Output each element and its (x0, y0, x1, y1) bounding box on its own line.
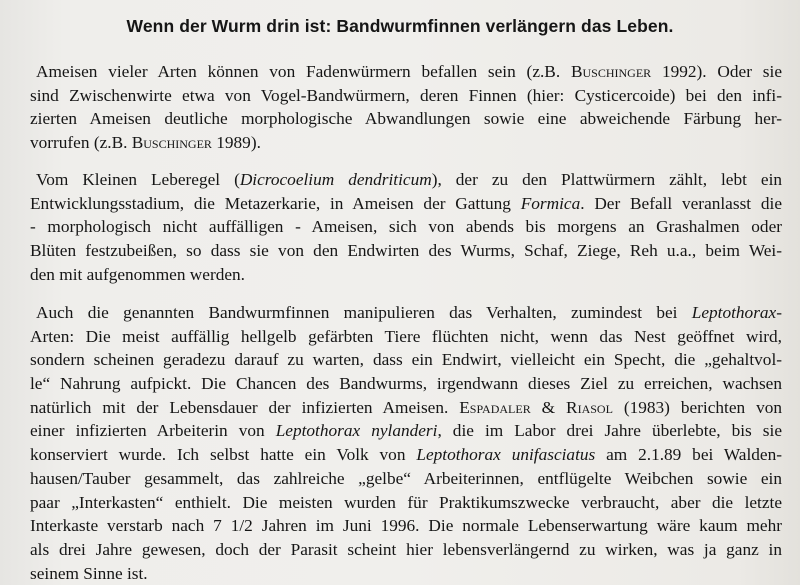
author-name: Buschinger (131, 133, 212, 153)
text-line (30, 491, 782, 515)
text-line (30, 263, 782, 287)
text-run: Blüten festzubeißen, so dass sie von den Endwirten des Wurms, Schaf, Ziege, Reh u.a., beim Wei- (30, 241, 782, 261)
text-run: sind Zwischenwirte etwa von Vogel-Bandwürmern, deren Finnen (hier: Cysticercoide) bei den infi- (30, 85, 782, 105)
text-line (30, 348, 782, 372)
text-line (30, 467, 782, 491)
text-line (30, 239, 782, 263)
text-run: Auch die genannten Bandwurmfinnen manipulieren das Verhalten, zumindest bei (36, 303, 692, 322)
paragraph-2 (30, 168, 782, 286)
text-run: den mit aufgenommen werden. (30, 264, 245, 284)
text-run: le“ Nahrung aufpickt. Die Chancen des Bandwurms, irgendwann dieses Ziel zu erreichen, wachsen (30, 374, 782, 394)
text-line (30, 538, 782, 562)
text-run: (1983) berichten von (612, 397, 783, 417)
text-run: am 2.1.89 bei Walden- (595, 445, 782, 465)
text-line (30, 215, 782, 239)
text-run: einer infizierten Arbeiterin von (30, 421, 276, 441)
text-run: vorrufen (z.B. (30, 133, 132, 153)
italic-term: Dicrocoelium dendriticum (239, 170, 432, 189)
text-run: paar „Interkasten“ enthielt. Die meisten wurden für Praktikumszwecke verbraucht, aber die letzte (30, 492, 782, 512)
text-run: sondern scheinen geradezu darauf zu warten, dass ein Endwirt, vielleicht ein Specht, die „gehaltvol- (30, 350, 782, 370)
text-run: als drei Jahre gewesen, doch der Parasit scheint hier lebensverlängernd zu wirken, was ja ganz in (30, 539, 782, 559)
text-run: natürlich mit der Lebensdauer der infizierten Ameisen. (30, 397, 460, 417)
author-name: Espadaler (459, 397, 531, 417)
italic-term: Leptothorax (691, 303, 777, 322)
text-run: & (530, 397, 567, 417)
text-run: Vom Kleinen Leberegel ( (36, 170, 240, 189)
text-run: Entwicklungsstadium, die Metazerkarie, in Ameisen der Gattung (30, 193, 521, 213)
italic-term: Formica (520, 193, 581, 213)
text-run: - (776, 303, 782, 322)
text-run: Ameisen vieler Arten können von Fadenwürmern befallen sein (z.B. (36, 62, 571, 81)
text-run: ), der zu den Plattwürmern zählt, lebt ein (431, 170, 783, 189)
author-name: Riasol (566, 397, 613, 417)
text-run: konserviert wurde. Ich selbst hatte ein Volk von (30, 445, 417, 465)
text-line (30, 168, 782, 192)
text-line (30, 514, 782, 538)
text-run: seinem Sinne ist. (30, 563, 148, 583)
text-line (30, 419, 782, 443)
text-run: , die im Labor drei Jahre überlebte, bis sie (437, 421, 782, 441)
text-line (30, 84, 782, 108)
text-run: Interkaste verstarb nach 7 1/2 Jahren im Juni 1996. Die normale Lebenserwartung wäre kaum mehr (30, 516, 782, 536)
text-line (30, 301, 782, 325)
text-line (30, 562, 782, 585)
text-run: . Der Befall veranlasst die (580, 193, 782, 213)
text-line (30, 192, 782, 216)
text-run: zierten Ameisen deutliche morphologische Abwandlungen sowie eine abweichende Färbung her- (30, 109, 782, 129)
text-line (30, 131, 782, 155)
text-line (30, 396, 782, 420)
article-title: Wenn der Wurm drin ist: Bandwurmfinnen verlängern das Leben. (126, 16, 674, 36)
text-run: 1992). Oder sie (651, 62, 782, 81)
italic-term: Leptothorax unifasciatus (416, 445, 596, 465)
text-line (30, 60, 782, 84)
text-run: Arten: Die meist auffällig hellgelb gefärbten Tiere flüchten nicht, wenn das Nest geöffnet wird, (30, 326, 782, 346)
paragraph-1 (30, 60, 782, 155)
text-run: hausen/Tauber gesammelt, das zahlreiche „gelbe“ Arbeiterinnen, entflügelte Weibchen sowie ein (30, 468, 782, 488)
text-line (30, 443, 782, 467)
text-line (30, 107, 782, 131)
italic-term: Leptothorax nylanderi (275, 421, 438, 441)
text-line (30, 372, 782, 396)
text-run: - morphologisch nicht auffälligen - Ameisen, sich von abends bis morgens an Grashalmen oder (30, 217, 782, 237)
text-run: 1989). (211, 133, 261, 153)
author-name: Buschinger (570, 62, 652, 81)
paragraph-3 (30, 301, 782, 585)
text-line (30, 325, 782, 349)
